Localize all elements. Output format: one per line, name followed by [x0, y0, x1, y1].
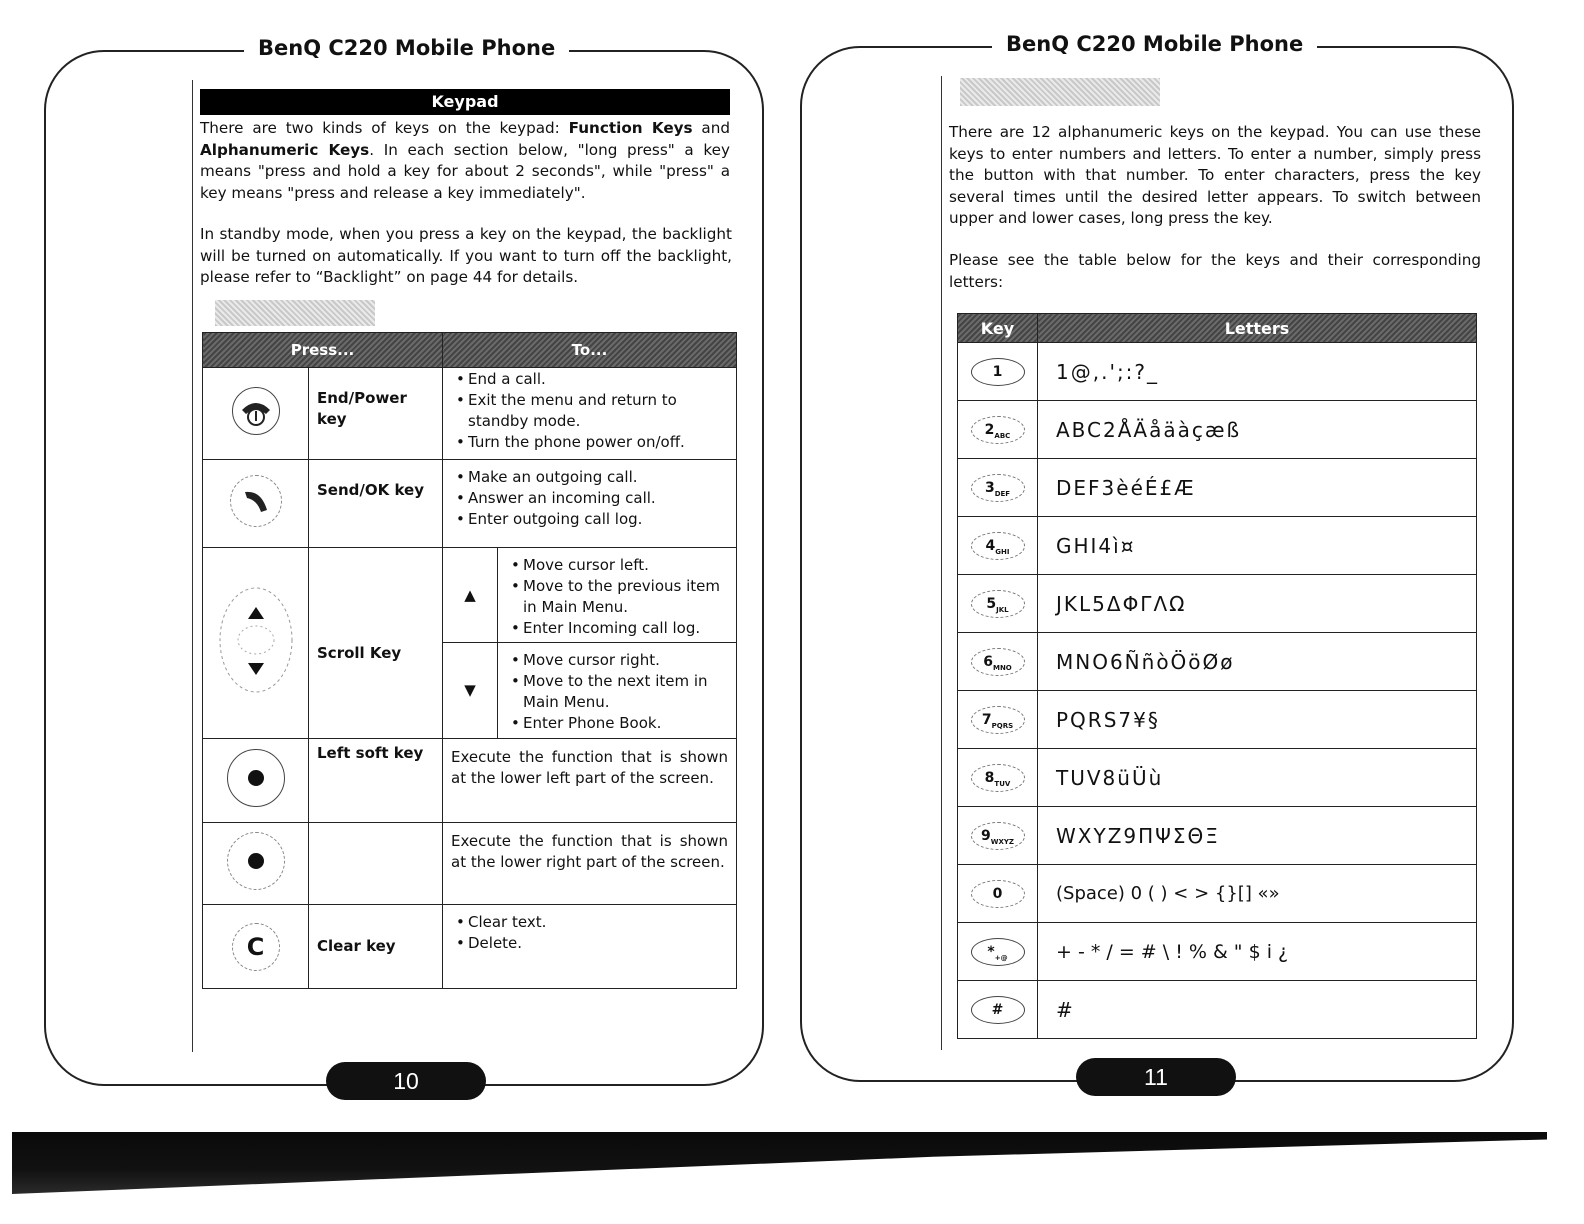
clear-key-actions: • Clear text. • Delete. — [443, 905, 737, 989]
scan-edge-shadow — [12, 1132, 1547, 1194]
right-soft-key-description: Execute the function that is shown at the lower right part of the screen. — [443, 823, 737, 905]
key-4-letters: GHI4ì¤ — [1038, 517, 1477, 575]
key-3-letters: DEF3èéÉ£Æ — [1038, 459, 1477, 517]
end-power-actions: • End a call. • Exit the menu and return to standby mode. • Turn the phone power on/off. — [443, 368, 737, 460]
key-0-letters: (Space) 0 ( ) < > {}[] «» — [1038, 865, 1477, 923]
to-header: To... — [443, 333, 737, 368]
alphanumeric-intro: There are 12 alphanumeric keys on the keypad. You can use these keys to enter numbers and letters. To enter a number, simply press the button with that number. To enter characters, press the key several times until the desired letter appears. To switch between upper and lower cases, long press the key. — [949, 123, 1481, 227]
table-row — [958, 749, 1477, 807]
table-row — [203, 823, 737, 905]
table-row — [958, 575, 1477, 633]
scroll-down-actions: • Move cursor right. • Move to the next item in Main Menu. • Enter Phone Book. — [498, 643, 737, 739]
end-power-key-label: End/Power key — [309, 368, 443, 460]
key-5-icon: $5_{JKL}$ — [971, 590, 1025, 618]
table-row — [203, 739, 737, 823]
left-margin-rule — [192, 80, 193, 1052]
scan-artifact — [215, 300, 375, 326]
page-number-11: 11 — [1076, 1058, 1236, 1096]
key-1-icon: 1 — [971, 358, 1025, 386]
key-star-icon: $*_{+@}$ — [971, 938, 1025, 966]
table-row — [958, 923, 1477, 981]
table-row — [958, 691, 1477, 749]
right-page-header: BenQ C220 Mobile Phone — [992, 32, 1317, 56]
key-9-letters: WXYZ9ΠΨΣΘΞ — [1038, 807, 1477, 865]
alphanumeric-keys-table — [957, 313, 1477, 1039]
left-soft-key-icon — [203, 739, 309, 823]
scroll-up-actions: • Move cursor left. • Move to the previous item in Main Menu. • Enter Incoming call log. — [498, 548, 737, 643]
key-2-letters: ABC2ÅÄåäàçæß — [1038, 401, 1477, 459]
table-reference-note: Please see the table below for the keys and their corresponding letters: — [949, 251, 1481, 291]
send-ok-key-icon — [203, 460, 309, 548]
right-margin-rule — [941, 76, 942, 1050]
table-row — [958, 459, 1477, 517]
key-3-icon: $3_{DEF}$ — [971, 474, 1025, 502]
clear-key-label: Clear key — [309, 905, 443, 989]
table-row — [958, 517, 1477, 575]
table-row — [203, 548, 737, 643]
key-7-icon: $7_{PQRS}$ — [971, 706, 1025, 734]
key-7-letters: PQRS7¥§ — [1038, 691, 1477, 749]
key-2-icon: $2_{ABC}$ — [971, 416, 1025, 444]
end-power-key-icon — [203, 368, 309, 460]
clear-key-icon: C — [203, 905, 309, 989]
table-row — [958, 343, 1477, 401]
backlight-note: In standby mode, when you press a key on the keypad, the backlight will be turned on automatically. If you want to turn off the backlight, please refer to “Backlight” on page 44 for details. — [200, 225, 732, 286]
key-8-icon: $8_{TUV}$ — [971, 764, 1025, 792]
scroll-key-label: Scroll Key — [309, 548, 443, 739]
table-row — [958, 865, 1477, 923]
send-ok-actions: • Make an outgoing call. • Answer an incoming call. • Enter outgoing call log. — [443, 460, 737, 548]
table-row — [958, 633, 1477, 691]
table-row — [958, 807, 1477, 865]
table-row — [203, 460, 737, 548]
scan-artifact — [960, 78, 1160, 106]
key-hash-icon: # — [971, 996, 1025, 1024]
key-9-icon: $9_{WXYZ}$ — [971, 822, 1025, 850]
letters-header: Letters — [1038, 314, 1477, 343]
key-4-icon: $4_{GHI}$ — [971, 532, 1025, 560]
table-row — [958, 401, 1477, 459]
key-8-letters: TUV8üÜù — [1038, 749, 1477, 807]
key-6-icon: $6_{MNO}$ — [971, 648, 1025, 676]
scroll-down-arrow-icon: ▼ — [443, 643, 498, 739]
send-ok-key-label: Send/OK key — [309, 460, 443, 548]
key-hash-letters: # — [1038, 981, 1477, 1039]
key-star-letters: + - * / = # \ ! % & " $ i ¿ — [1038, 923, 1477, 981]
function-keys-table — [202, 332, 737, 989]
right-soft-key-label — [309, 823, 443, 905]
left-soft-key-description: Execute the function that is shown at the lower left part of the screen. — [443, 739, 737, 823]
table-row — [958, 981, 1477, 1039]
keypad-section-title: Keypad — [200, 89, 730, 115]
key-0-icon: 0 — [971, 880, 1025, 908]
key-1-letters: 1@,.';:?_ — [1038, 343, 1477, 401]
scroll-up-arrow-icon: ▲ — [443, 548, 498, 643]
right-soft-key-icon — [203, 823, 309, 905]
table-row — [203, 368, 737, 460]
keypad-intro: There are two kinds of keys on the keypad: Function Keys and Alphanumeric Keys. In each section below, "long press" a key means "press and hold a key for about 2 seconds", while "press" a key means "press and release a key immediately". — [200, 119, 730, 202]
press-header: Press... — [203, 333, 443, 368]
key-5-letters: JKL5ΔΦΓΛΩ — [1038, 575, 1477, 633]
left-soft-key-label: Left soft key — [309, 739, 443, 823]
key-header: Key — [958, 314, 1038, 343]
table-row — [203, 905, 737, 989]
left-page-header: BenQ C220 Mobile Phone — [244, 36, 569, 60]
scroll-key-icon — [203, 548, 309, 739]
page-number-10: 10 — [326, 1062, 486, 1100]
key-6-letters: MNO6ÑñòÖöØø — [1038, 633, 1477, 691]
